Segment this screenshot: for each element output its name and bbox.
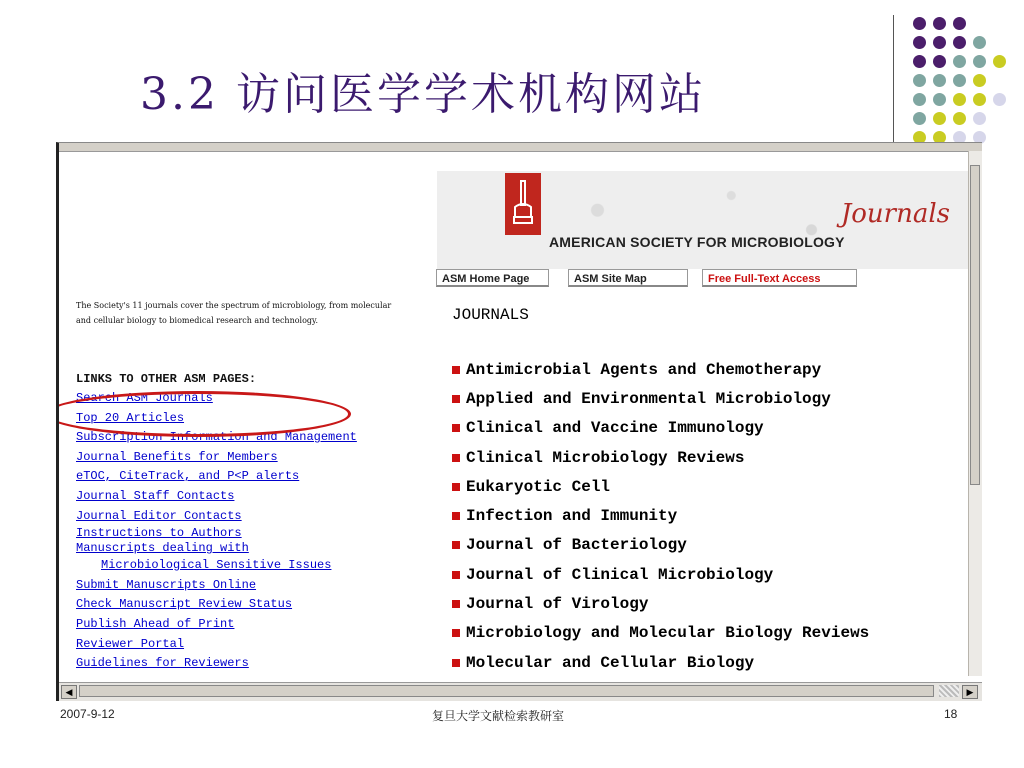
journal-item[interactable]: Clinical Microbiology Reviews <box>452 443 869 472</box>
asm-site-map-link[interactable]: ASM Site Map <box>568 269 688 287</box>
link-journal-benefits[interactable]: Journal Benefits for Members <box>76 449 278 464</box>
link-search-asm-journals[interactable]: Search ASM Journals <box>76 391 213 405</box>
journal-item[interactable]: Journal of Virology <box>452 589 869 618</box>
link-microbiological-sensitive-issues[interactable]: Microbiological Sensitive Issues <box>101 558 332 573</box>
bullet-icon <box>452 395 460 403</box>
link-journal-staff-contacts[interactable]: Journal Staff Contacts <box>76 488 235 503</box>
dot <box>913 36 926 49</box>
links-heading: LINKS TO OTHER ASM PAGES: <box>76 372 257 386</box>
link-guidelines-for-reviewers[interactable]: Guidelines for Reviewers <box>76 656 249 671</box>
footer-organization: 复旦大学文献检索教研室 <box>432 709 565 723</box>
decorative-dots <box>912 16 1022 146</box>
bullet-icon <box>452 571 460 579</box>
scroll-left-icon[interactable]: ◀ <box>61 685 77 699</box>
vertical-scrollbar[interactable] <box>968 151 982 676</box>
asm-logo-icon <box>505 173 541 235</box>
link-journal-editor-contacts[interactable]: Journal Editor Contacts <box>76 508 242 523</box>
dot <box>933 36 946 49</box>
dot <box>953 55 966 68</box>
bullet-icon <box>452 483 460 491</box>
asm-home-page-link[interactable]: ASM Home Page <box>436 269 549 287</box>
dot <box>913 112 926 125</box>
bullet-icon <box>452 366 460 374</box>
highlight-oval <box>56 391 351 437</box>
journal-item[interactable]: Journal of Bacteriology <box>452 531 869 560</box>
bullet-icon <box>452 629 460 637</box>
dot <box>913 93 926 106</box>
page-number: 18 <box>944 707 958 721</box>
free-full-text-link[interactable]: Free Full-Text Access <box>702 269 857 287</box>
journal-item[interactable]: Clinical and Vaccine Immunology <box>452 414 869 443</box>
link-reviewer-portal[interactable]: Reviewer Portal <box>76 636 185 651</box>
journals-heading: JOURNALS <box>452 306 529 324</box>
divider-line <box>893 15 894 143</box>
journal-item[interactable]: Antimicrobial Agents and Chemotherapy <box>452 355 869 384</box>
dot <box>913 55 926 68</box>
journal-item[interactable]: Microbiology and Molecular Biology Reviews <box>452 619 869 648</box>
link-instructions-to-authors[interactable]: Instructions to Authors <box>76 526 242 541</box>
dot <box>953 112 966 125</box>
bullet-icon <box>452 541 460 549</box>
dot <box>973 74 986 87</box>
dot <box>973 55 986 68</box>
journal-item[interactable]: Eukaryotic Cell <box>452 472 869 501</box>
dot <box>973 93 986 106</box>
dot <box>953 93 966 106</box>
asm-banner <box>437 171 972 269</box>
society-name: AMERICAN SOCIETY FOR MICROBIOLOGY <box>549 234 845 250</box>
dot <box>933 74 946 87</box>
dot <box>953 36 966 49</box>
dot <box>933 93 946 106</box>
vertical-scroll-thumb[interactable] <box>970 165 980 485</box>
dot <box>973 36 986 49</box>
journal-item[interactable]: Molecular and Cellular Biology <box>452 648 869 677</box>
dot <box>933 17 946 30</box>
browser-screenshot <box>56 142 982 701</box>
link-publish-ahead-of-print[interactable]: Publish Ahead of Print <box>76 616 235 631</box>
slide-title: 3.2 访问医学学术机构网站 <box>140 69 706 120</box>
horizontal-scrollbar[interactable] <box>59 682 982 701</box>
bullet-icon <box>452 659 460 667</box>
link-top-20-articles[interactable]: Top 20 Articles <box>76 410 185 425</box>
footer-date: 2007-9-12 <box>60 707 115 721</box>
bullet-icon <box>452 454 460 462</box>
dot <box>993 93 1006 106</box>
scroll-track <box>939 685 959 697</box>
journals-list <box>452 355 869 677</box>
journals-wordmark: Journals <box>840 199 950 229</box>
dot <box>933 112 946 125</box>
browser-toolbar-edge <box>59 143 982 152</box>
link-etoc-alerts[interactable]: eTOC, CiteTrack, and P<P alerts <box>76 469 300 484</box>
dot <box>993 55 1006 68</box>
bullet-icon <box>452 600 460 608</box>
horizontal-scroll-thumb[interactable] <box>79 685 934 697</box>
journal-item[interactable]: Applied and Environmental Microbiology <box>452 384 869 413</box>
link-manuscripts-dealing-with[interactable]: Manuscripts dealing with <box>76 541 249 556</box>
journals-description: The Society's 11 journals cover the spectrum of microbiology, from molecular and cellular biology to biomedical research and technology. <box>76 301 392 325</box>
bullet-icon <box>452 424 460 432</box>
dot <box>913 17 926 30</box>
dot <box>953 74 966 87</box>
link-check-manuscript-review-status[interactable]: Check Manuscript Review Status <box>76 597 293 612</box>
dot <box>973 112 986 125</box>
scroll-right-icon[interactable]: ▶ <box>962 685 978 699</box>
link-submit-manuscripts-online[interactable]: Submit Manuscripts Online <box>76 577 257 592</box>
journal-item[interactable]: Journal of Clinical Microbiology <box>452 560 869 589</box>
dot <box>953 17 966 30</box>
link-subscription-information[interactable]: Subscription Information and Management <box>76 430 357 445</box>
journal-item[interactable]: Infection and Immunity <box>452 501 869 530</box>
bullet-icon <box>452 512 460 520</box>
dot <box>913 74 926 87</box>
dot <box>933 55 946 68</box>
